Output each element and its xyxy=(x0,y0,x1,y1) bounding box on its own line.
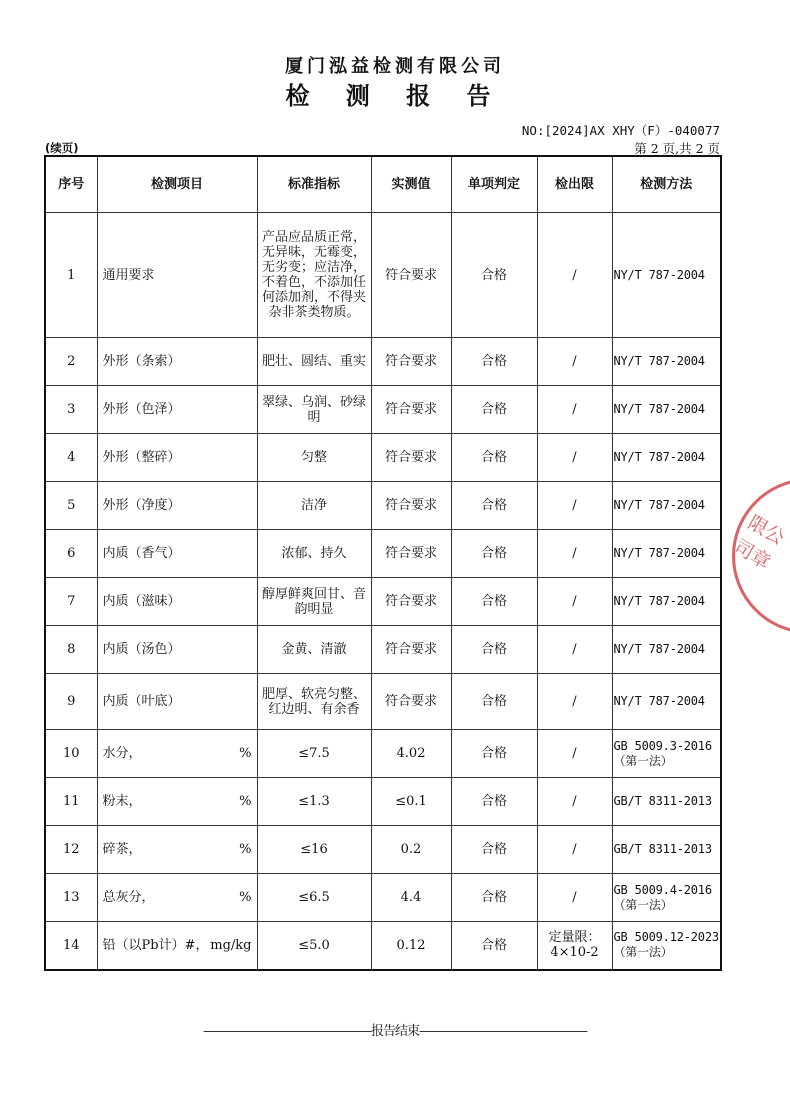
method-cell: GB 5009.3-2016（第一法） xyxy=(612,730,721,778)
row-number: 13 xyxy=(45,874,97,922)
limit-cell: / xyxy=(537,213,612,338)
row-number: 12 xyxy=(45,826,97,874)
row-number: 5 xyxy=(45,482,97,530)
measured-cell: ≤0.1 xyxy=(371,778,451,826)
method-cell: NY/T 787-2004 xyxy=(612,386,721,434)
item-name: 内质（叶底） xyxy=(102,694,181,709)
limit-cell: / xyxy=(537,578,612,626)
standard-cell: ≤16 xyxy=(257,826,371,874)
company-name: 厦门泓益检测有限公司 xyxy=(285,56,505,77)
table-row xyxy=(45,213,721,338)
limit-cell: / xyxy=(537,626,612,674)
item-name: 外形（净度） xyxy=(102,498,181,513)
standard-cell: 金黄、清澈 xyxy=(257,626,371,674)
table-row xyxy=(45,730,721,778)
item-name: 内质（香气） xyxy=(102,546,181,561)
item-name: 碎茶， xyxy=(102,842,142,857)
method-cell: GB 5009.4-2016（第一法） xyxy=(612,874,721,922)
table-row xyxy=(45,674,721,730)
limit-cell: / xyxy=(537,338,612,386)
measured-cell: 符合要求 xyxy=(371,338,451,386)
row-number: 10 xyxy=(45,730,97,778)
table-row xyxy=(45,578,721,626)
measured-cell: 0.12 xyxy=(371,922,451,970)
judgment-cell: 合格 xyxy=(451,213,537,338)
table-row xyxy=(45,530,721,578)
judgment-cell: 合格 xyxy=(451,626,537,674)
item-name: 内质（滋味） xyxy=(102,594,181,609)
item-cell xyxy=(97,826,257,874)
unit-label: % xyxy=(239,890,252,905)
table-row xyxy=(45,338,721,386)
unit-label: % xyxy=(239,794,252,809)
item-cell xyxy=(97,674,257,730)
method-cell: NY/T 787-2004 xyxy=(612,578,721,626)
limit-cell: / xyxy=(537,674,612,730)
column-header: 标准指标 xyxy=(257,156,371,213)
judgment-cell: 合格 xyxy=(451,674,537,730)
row-number: 4 xyxy=(45,434,97,482)
item-cell xyxy=(97,434,257,482)
method-cell: GB 5009.12-2023（第一法） xyxy=(612,922,721,970)
standard-cell: 肥厚、软亮匀整、红边明、有余香 xyxy=(257,674,371,730)
table-row xyxy=(45,778,721,826)
item-name: 粉末， xyxy=(102,794,142,809)
method-cell: NY/T 787-2004 xyxy=(612,434,721,482)
measured-cell: 符合要求 xyxy=(371,482,451,530)
measured-cell: 4.4 xyxy=(371,874,451,922)
row-number: 11 xyxy=(45,778,97,826)
item-name: 水分， xyxy=(102,746,142,761)
judgment-cell: 合格 xyxy=(451,434,537,482)
measured-cell: 符合要求 xyxy=(371,213,451,338)
limit-cell: / xyxy=(537,530,612,578)
row-number: 9 xyxy=(45,674,97,730)
item-name: 外形（色泽） xyxy=(102,402,181,417)
judgment-cell: 合格 xyxy=(451,922,537,970)
item-cell xyxy=(97,778,257,826)
measured-cell: 符合要求 xyxy=(371,578,451,626)
unit-label: % xyxy=(239,842,252,857)
column-header: 检测项目 xyxy=(97,156,257,213)
limit-cell: / xyxy=(537,874,612,922)
table-row xyxy=(45,386,721,434)
item-cell xyxy=(97,338,257,386)
column-header: 单项判定 xyxy=(451,156,537,213)
table-row xyxy=(45,626,721,674)
measured-cell: 符合要求 xyxy=(371,530,451,578)
standard-cell: 匀整 xyxy=(257,434,371,482)
page-info: 第 2 页,共 2 页 xyxy=(634,141,720,156)
standard-cell: 肥壮、圆结、重实 xyxy=(257,338,371,386)
item-cell xyxy=(97,626,257,674)
table-row xyxy=(45,434,721,482)
item-name: 铅（以Pb计）#， xyxy=(102,937,209,953)
report-title: 检 测 报 告 xyxy=(285,81,505,110)
measured-cell: 符合要求 xyxy=(371,386,451,434)
column-header: 序号 xyxy=(45,156,97,213)
item-cell xyxy=(97,386,257,434)
continued-label: (续页) xyxy=(45,141,79,155)
item-name: 外形（条索） xyxy=(102,354,181,369)
judgment-cell: 合格 xyxy=(451,482,537,530)
method-cell: NY/T 787-2004 xyxy=(612,626,721,674)
table-row xyxy=(45,922,721,970)
item-cell xyxy=(97,530,257,578)
measured-cell: 符合要求 xyxy=(371,626,451,674)
limit-cell: / xyxy=(537,386,612,434)
method-cell: NY/T 787-2004 xyxy=(612,530,721,578)
method-cell: NY/T 787-2004 xyxy=(612,338,721,386)
table-row xyxy=(45,874,721,922)
standard-cell: 洁净 xyxy=(257,482,371,530)
judgment-cell: 合格 xyxy=(451,874,537,922)
report-end: ——————————————报告结束—————————————— xyxy=(202,1024,587,1039)
column-header: 实测值 xyxy=(371,156,451,213)
item-name: 通用要求 xyxy=(102,267,155,283)
standard-cell: 翠绿、乌润、砂绿明 xyxy=(257,386,371,434)
column-header: 检出限 xyxy=(537,156,612,213)
item-cell xyxy=(97,874,257,922)
measured-cell: 4.02 xyxy=(371,730,451,778)
method-cell: NY/T 787-2004 xyxy=(612,674,721,730)
report-number: NO:[2024]AX XHY（F）-040077 xyxy=(521,123,720,138)
standard-cell: ≤1.3 xyxy=(257,778,371,826)
judgment-cell: 合格 xyxy=(451,578,537,626)
row-number: 2 xyxy=(45,338,97,386)
standard-cell: ≤6.5 xyxy=(257,874,371,922)
table-header-row xyxy=(45,156,721,213)
row-number: 6 xyxy=(45,530,97,578)
limit-cell: / xyxy=(537,826,612,874)
judgment-cell: 合格 xyxy=(451,338,537,386)
judgment-cell: 合格 xyxy=(451,386,537,434)
measured-cell: 符合要求 xyxy=(371,434,451,482)
limit-cell: / xyxy=(537,730,612,778)
column-header: 检测方法 xyxy=(612,156,721,213)
table-row xyxy=(45,826,721,874)
measured-cell: 符合要求 xyxy=(371,674,451,730)
method-cell: GB/T 8311-2013 xyxy=(612,778,721,826)
row-number: 3 xyxy=(45,386,97,434)
unit-label: mg/kg xyxy=(210,937,252,953)
item-cell xyxy=(97,482,257,530)
judgment-cell: 合格 xyxy=(451,730,537,778)
item-name: 内质（汤色） xyxy=(102,642,181,657)
standard-cell: ≤7.5 xyxy=(257,730,371,778)
method-cell: NY/T 787-2004 xyxy=(612,482,721,530)
item-cell xyxy=(97,213,257,338)
standard-cell: ≤5.0 xyxy=(257,922,371,970)
row-number: 1 xyxy=(45,213,97,338)
measured-cell: 0.2 xyxy=(371,826,451,874)
limit-cell: 定量限：4×10-2 xyxy=(537,922,612,970)
item-name: 外形（整碎） xyxy=(102,450,181,465)
limit-cell: / xyxy=(537,778,612,826)
method-cell: GB/T 8311-2013 xyxy=(612,826,721,874)
judgment-cell: 合格 xyxy=(451,826,537,874)
method-cell: NY/T 787-2004 xyxy=(612,213,721,338)
row-number: 8 xyxy=(45,626,97,674)
item-cell xyxy=(97,730,257,778)
item-name: 总灰分， xyxy=(102,890,155,905)
row-number: 14 xyxy=(45,922,97,970)
row-number: 7 xyxy=(45,578,97,626)
judgment-cell: 合格 xyxy=(451,778,537,826)
standard-cell: 醇厚鲜爽回甘、音韵明显 xyxy=(257,578,371,626)
judgment-cell: 合格 xyxy=(451,530,537,578)
results-table xyxy=(44,155,722,971)
limit-cell: / xyxy=(537,434,612,482)
limit-cell: / xyxy=(537,482,612,530)
seal-text: 限公司章 xyxy=(730,511,789,574)
table-row xyxy=(45,482,721,530)
unit-label: % xyxy=(239,746,252,761)
item-cell xyxy=(97,922,257,970)
standard-cell: 产品应品质正常，无异味，无霉变，无劣变；应洁净，不着色，不添加任何添加剂，不得夹杂非茶类物质。 xyxy=(257,213,371,338)
item-cell xyxy=(97,578,257,626)
standard-cell: 浓郁、持久 xyxy=(257,530,371,578)
